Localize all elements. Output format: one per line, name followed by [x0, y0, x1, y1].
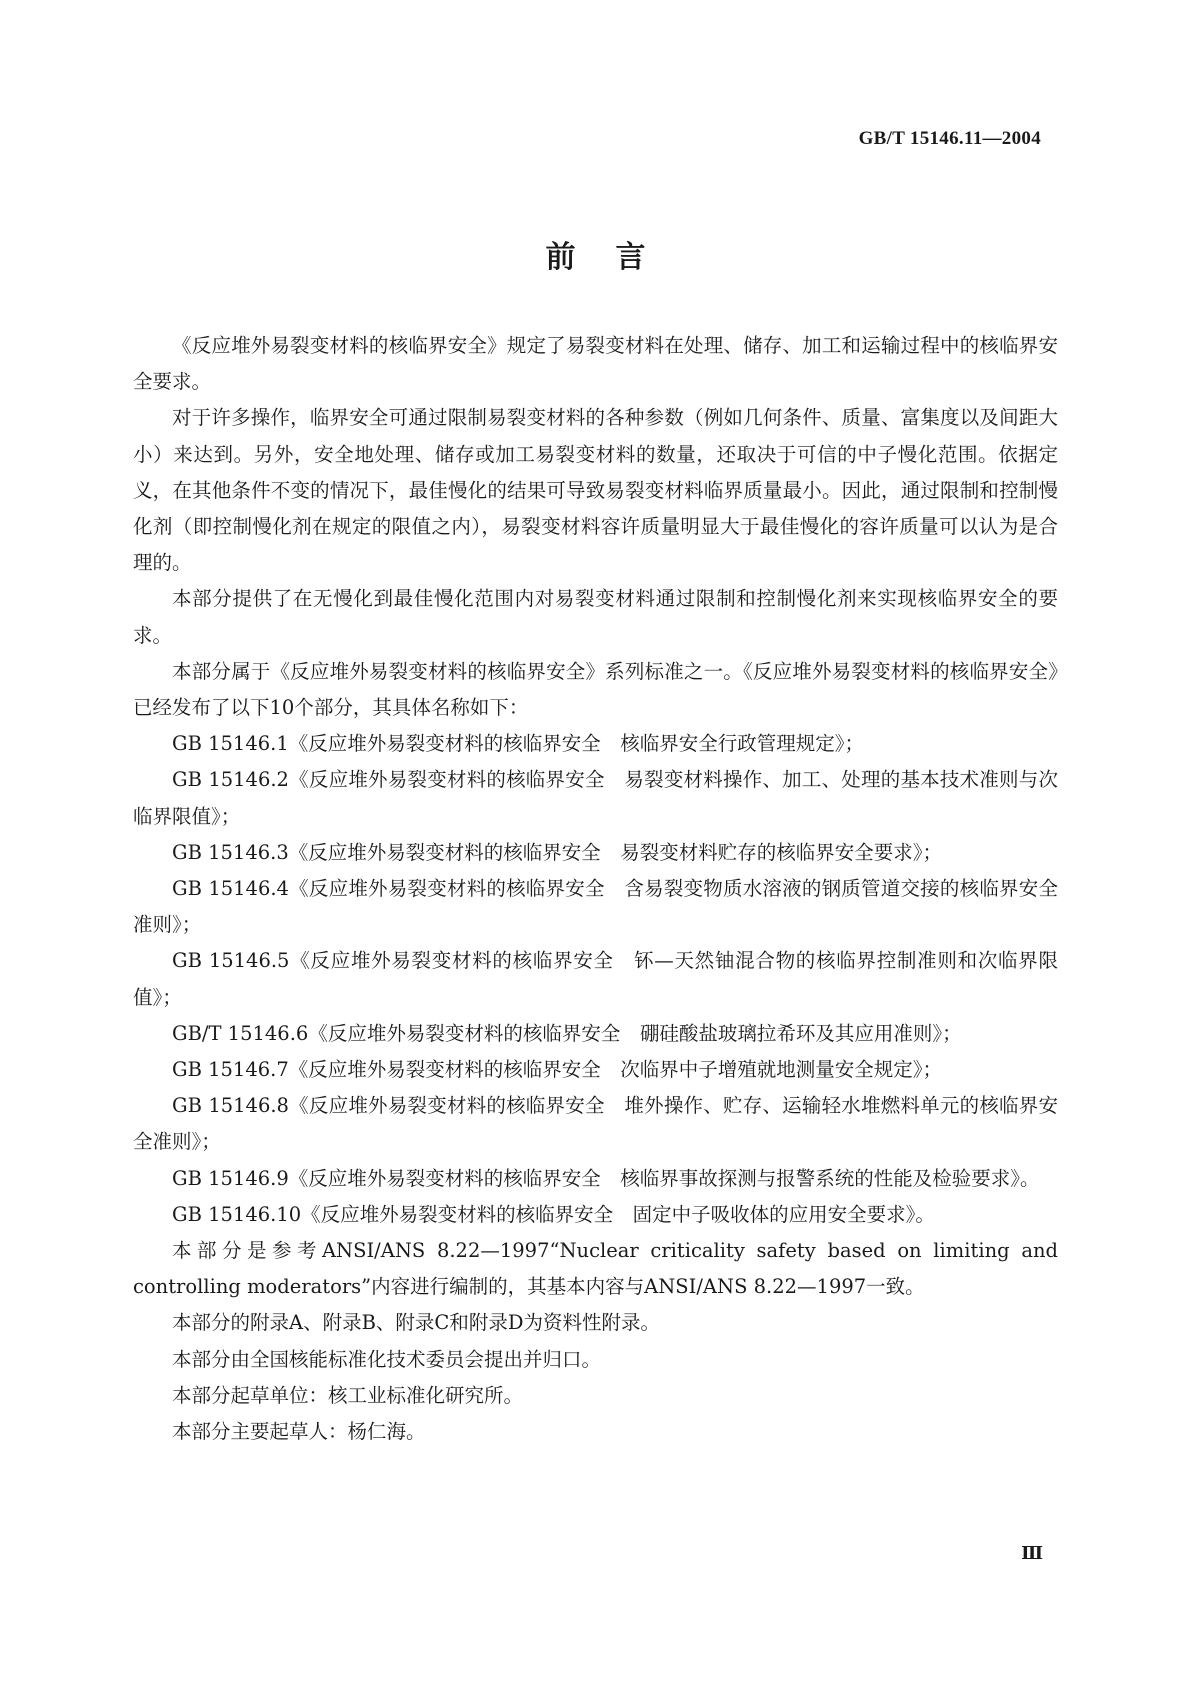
list-item-part-10: GB 15146.10《反应堆外易裂变材料的核临界安全 固定中子吸收体的应用安全要求》。: [172, 1202, 935, 1226]
list-item-part-8: GB 15146.8《反应堆外易裂变材料的核临界安全 堆外操作、贮存、运输轻水堆燃料单元的核临界安全准则》；: [133, 1094, 1058, 1154]
page-number: Ⅲ: [1021, 1543, 1043, 1563]
paragraph-drafting-unit: 本部分起草单位：核工业标准化研究所。: [172, 1383, 524, 1407]
list-item-part-7: GB 15146.7《反应堆外易裂变材料的核临界安全 次临界中子增殖就地测量安全规定》；: [172, 1058, 942, 1082]
paragraph-proposer: 本部分由全国核能标准化技术委员会提出并归口。: [172, 1347, 602, 1371]
paragraph-appendices: 本部分的附录A、附录B、附录C和附录D为资料性附录。: [172, 1311, 660, 1335]
list-item-part-4: GB 15146.4《反应堆外易裂变材料的核临界安全 含易裂变物质水溶液的钢质管道交接的核临界安全准则》；: [133, 877, 1058, 937]
paragraph-series: 本部分属于《反应堆外易裂变材料的核临界安全》系列标准之一。《反应堆外易裂变材料的核临界安全》已经发布了以下10个部分，其具体名称如下：: [133, 659, 1058, 720]
list-item-part-5: GB 15146.5《反应堆外易裂变材料的核临界安全 钚—天然铀混合物的核临界控制准则和次临界限值》；: [133, 949, 1058, 1009]
paragraph-scope: 本部分提供了在无慢化到最佳慢化范围内对易裂变材料通过限制和控制慢化剂来实现核临界安全的要求。: [133, 587, 1058, 647]
paragraph-reference: 本部分是参考ANSI/ANS 8.22—1997“Nuclear criticality safety based on limiting and controlling moderators”内容进行编制的，其基本内容与ANSI/ANS 8.22—1997一致。: [133, 1239, 1058, 1299]
paragraph-intro: 《反应堆外易裂变材料的核临界安全》规定了易裂变材料在处理、储存、加工和运输过程中的核临界安全要求。: [133, 334, 1058, 394]
list-item-part-1: GB 15146.1《反应堆外易裂变材料的核临界安全 核临界安全行政管理规定》；: [172, 732, 864, 756]
paragraph-drafter: 本部分主要起草人：杨仁海。: [172, 1420, 426, 1444]
list-item-part-6: GB/T 15146.6《反应堆外易裂变材料的核临界安全 硼硅酸盐玻璃拉希环及其应用准则》；: [172, 1021, 962, 1045]
list-item-part-3: GB 15146.3《反应堆外易裂变材料的核临界安全 易裂变材料贮存的核临界安全要求》；: [172, 840, 942, 864]
list-item-part-9: GB 15146.9《反应堆外易裂变材料的核临界安全 核临界事故探测与报警系统的性能及检验要求》。: [172, 1166, 1040, 1190]
page-title: 前言: [545, 240, 686, 275]
list-item-part-2: GB 15146.2《反应堆外易裂变材料的核临界安全 易裂变材料操作、加工、处理的基本技术准则与次临界限值》；: [133, 768, 1058, 828]
standard-number: GB/T 15146.11—2004: [858, 128, 1041, 149]
paragraph-operations: 对于许多操作，临界安全可通过限制易裂变材料的各种参数（例如几何条件、质量、富集度以及间距大小）来达到。另外，安全地处理、储存或加工易裂变材料的数量，还取决于可信的中子慢化范围。依据定义，在其他条件不变的情况下，最佳慢化的结果可导致易裂变材料临界质量最小。因此，通过限制和控制慢化剂（即控制慢化剂在规定的限值之内），易裂变材料容许质量明显大于最佳慢化的容许质量可以认为是合理的。: [133, 406, 1058, 575]
document-body: [133, 328, 1058, 1450]
